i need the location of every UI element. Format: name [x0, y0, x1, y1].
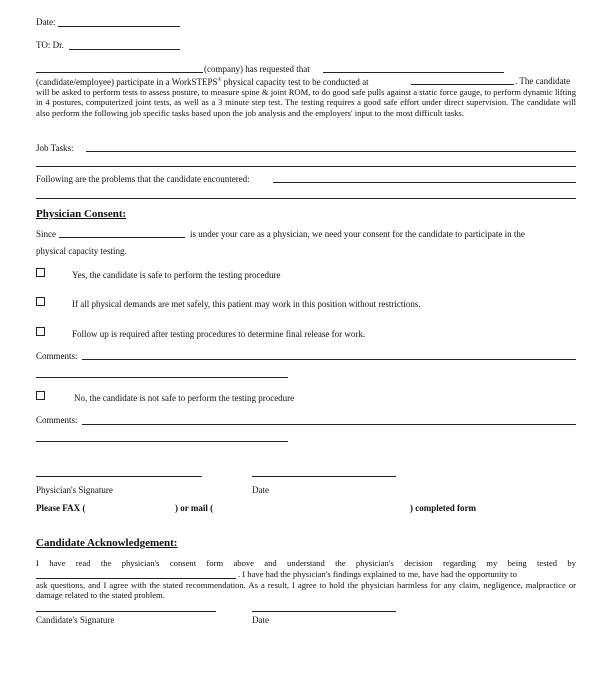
- intro-paragraph: will be asked to perform tests to assess posture, to measure spine & joint ROM, to do good safe pulls against a static force gauge, to perform dynamic lifting in 4 postures, computerized joint tests, as well as a 3 minute step test. The testing requires a good safe effort under direct supervision. The candidate will also perform the following job specific tasks based upon the job analysis and the employers' input to the most difficult tasks.: [36, 87, 576, 118]
- candidate-ack-heading: Candidate Acknowledgement:: [36, 537, 178, 549]
- consent-option-no-restrictions: If all physical demands are met safely, this patient may work in this position without restrictions.: [72, 299, 421, 309]
- candidate-signature-label: Candidate's Signature: [36, 615, 115, 625]
- doctor-field[interactable]: [69, 49, 180, 50]
- ack-line1: I have read the physician's consent form above and understand the physician's decision regarding my being tested by: [36, 558, 576, 568]
- ack-paragraph: ask questions, and I agree with the stated recommendation. As a result, I agree to hold the physician harmless for any claim, negligence, malpractice or damage related to the stated problem.: [36, 580, 576, 601]
- ack-line2: . I have had the physician's findings explained to me, have had the opportunity to: [238, 569, 517, 579]
- physician-signature-label: Physician's Signature: [36, 485, 113, 495]
- job-tasks-field[interactable]: [86, 151, 576, 152]
- candidate-date-label: Date: [252, 615, 269, 625]
- consent-option-not-safe: No, the candidate is not safe to perform the testing procedure: [74, 393, 295, 403]
- comments2-field[interactable]: [82, 424, 576, 425]
- candidate-field[interactable]: [323, 72, 504, 73]
- job-tasks-label: Job Tasks:: [36, 143, 74, 153]
- fax-label: Please FAX (: [36, 503, 86, 513]
- consent-checkbox-yes[interactable]: [36, 268, 45, 277]
- physician-signature-field[interactable]: [36, 476, 202, 477]
- intro-line2: [36, 76, 576, 87]
- company-label: (company) has requested that: [204, 64, 310, 74]
- job-tasks-field-2[interactable]: [36, 166, 576, 167]
- since-line2: physical capacity testing.: [36, 246, 127, 256]
- consent-checkbox-not-safe[interactable]: [36, 391, 45, 400]
- candidate-signature-field[interactable]: [36, 611, 216, 612]
- physician-date-label: Date: [252, 485, 269, 495]
- date-label: Date:: [36, 17, 56, 27]
- intro-line2-end: . The candidate: [515, 76, 571, 86]
- since-field[interactable]: [59, 237, 185, 238]
- comments-label: Comments:: [36, 351, 78, 361]
- physician-date-field[interactable]: [252, 476, 396, 477]
- physician-consent-heading: Physician Consent:: [36, 208, 127, 220]
- problems-label: Following are the problems that the candidate encountered:: [36, 174, 250, 184]
- registered-mark: ®: [217, 78, 222, 83]
- candidate-date-field[interactable]: [252, 611, 396, 612]
- company-field[interactable]: [36, 72, 203, 73]
- comments2-field-2[interactable]: [36, 441, 288, 442]
- date-field[interactable]: [58, 26, 180, 27]
- intro-line2-start: (candidate/employee) participate in a WorkSTEPS: [36, 77, 218, 87]
- consent-option-follow-up: Follow up is required after testing procedures to determine final release for work.: [72, 329, 366, 339]
- comments2-label: Comments:: [36, 415, 78, 425]
- completed-form-label: ) completed form: [410, 503, 476, 513]
- ack-physician-field[interactable]: [36, 578, 236, 579]
- problems-field-2[interactable]: [36, 198, 576, 199]
- comments-field[interactable]: [82, 359, 576, 360]
- problems-field[interactable]: [273, 182, 576, 183]
- consent-checkbox-no-restrictions[interactable]: [36, 297, 45, 306]
- mail-label: ) or mail (: [175, 503, 214, 513]
- location-field[interactable]: [411, 84, 514, 85]
- consent-checkbox-follow-up[interactable]: [36, 327, 45, 336]
- since-label: Since: [36, 229, 56, 239]
- to-label: TO: Dr.: [36, 40, 64, 50]
- intro-line2-mid: physical capacity test to be conducted at: [221, 77, 369, 87]
- consent-option-yes: Yes, the candidate is safe to perform the testing procedure: [72, 270, 281, 280]
- since-rest: is under your care as a physician, we need your consent for the candidate to participate in the: [190, 229, 525, 239]
- comments-field-2[interactable]: [36, 377, 288, 378]
